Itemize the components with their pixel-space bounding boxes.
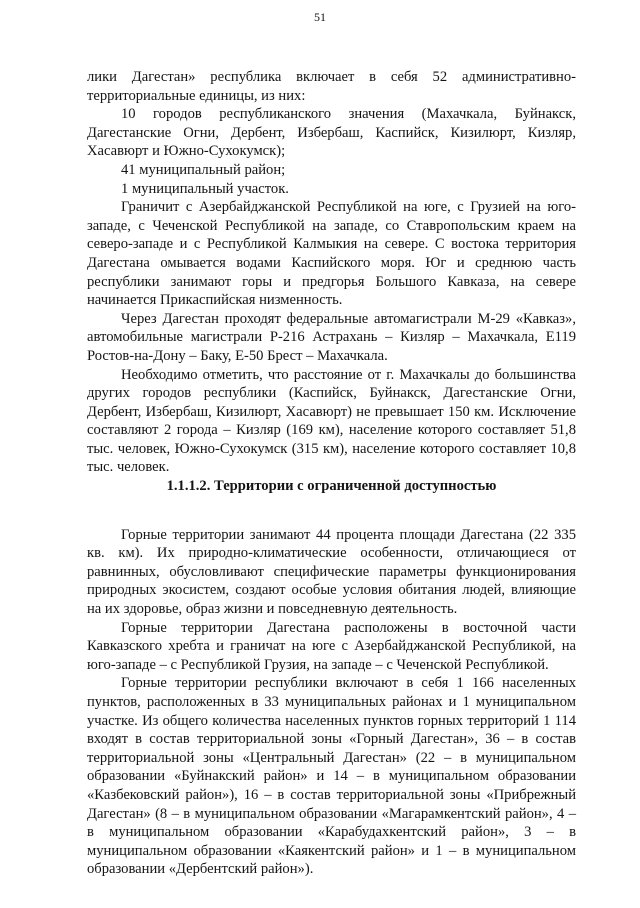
- list-item-municipal-area: 1 муниципальный участок.: [121, 180, 289, 197]
- page-number: 51: [314, 10, 326, 24]
- paragraph-mountain-area: Горные территории занимают 44 процента площади Дагестана (22 335 кв. км). Их природно-климатические особенности, отличающиеся от равнинных, обусловливают специфические параметры функционирования природных экосистем, создают особые условия обитания людей, влияющие на их здоровье, образ жизни и повседневную деятельность.: [87, 526, 576, 618]
- list-item-cities: 10 городов республиканского значения (Махачкала, Буйнакск, Дагестанские Огни, Дербент, Избербаш, Каспийск, Кизилюрт, Кизляр, Хасавюрт и Южно-Сухокумск);: [87, 106, 576, 160]
- document-body: [87, 68, 576, 879]
- paragraph-highways: Через Дагестан проходят федеральные автомагистрали М-29 «Кавказ», автомобильные магистрали Р-216 Астрахань – Кизляр – Махачкала, Е119 Ростов-на-Дону – Баку, Е-50 Брест – Махачкала.: [87, 310, 576, 364]
- section-heading: 1.1.1.2. Территории с ограниченной доступностью: [166, 478, 497, 495]
- paragraph-mountain-settlements: Горные территории республики включают в себя 1 166 населенных пунктов, расположенных в 33 муниципальных районах и 1 муниципальном участке. Из общего количества населенных пунктов горных территорий 1 114 входят в состав территориальной зоны «Горный Дагестан», 36 – в состав территориальной зоны «Центральный Дагестан» (22 – в муниципальном образовании «Буйнакский район» и 14 – в муниципальном образовании «Казбековский район»), 16 – в состав территориальной зоны «Прибрежный Дагестан» (8 – в муниципальном образовании «Магарамкентский район», 4 – в муниципальном образовании «Карабудахкентский район», 3 – в муниципальном образовании «Каякентский район» и 1 – в муниципальном образовании «Дербентский район»).: [87, 675, 576, 878]
- paragraph-distances: Необходимо отметить, что расстояние от г. Махачкалы до большинства других городов республики (Каспийск, Буйнакск, Дагестанские Огни, Дербент, Избербаш, Кизилюрт, Хасавюрт) не превышает 150 км. Исключение составляют 2 города – Кизляр (169 км), население которого составляет 51,8 тыс. человек, Южно-Сухокумск (315 км), население которого составляет 10,8 тыс. человек.: [87, 366, 576, 476]
- paragraph-mountain-location: Горные территории Дагестана расположены в восточной части Кавказского хребта и граничат на юге с Азербайджанской Республикой, на юго-западе – с Республикой Грузия, на западе – с Чеченской Республикой.: [87, 619, 576, 673]
- paragraph-borders: Граничит с Азербайджанской Республикой на юге, с Грузией на юго-западе, с Чеченской Республикой на западе, со Ставропольским краем на северо-западе и с Республикой Калмыкия на севере. С востока территория Дагестана омывается водами Каспийского моря. Юг и среднюю часть республики занимают горы и предгорья Большого Кавказа, на севере начинается Прикаспийская низменность.: [87, 199, 576, 309]
- paragraph-continuation: лики Дагестан» республика включает в себя 52 административно-территориальные единицы, из них:: [87, 69, 576, 104]
- list-item-districts: 41 муниципальный район;: [121, 161, 286, 178]
